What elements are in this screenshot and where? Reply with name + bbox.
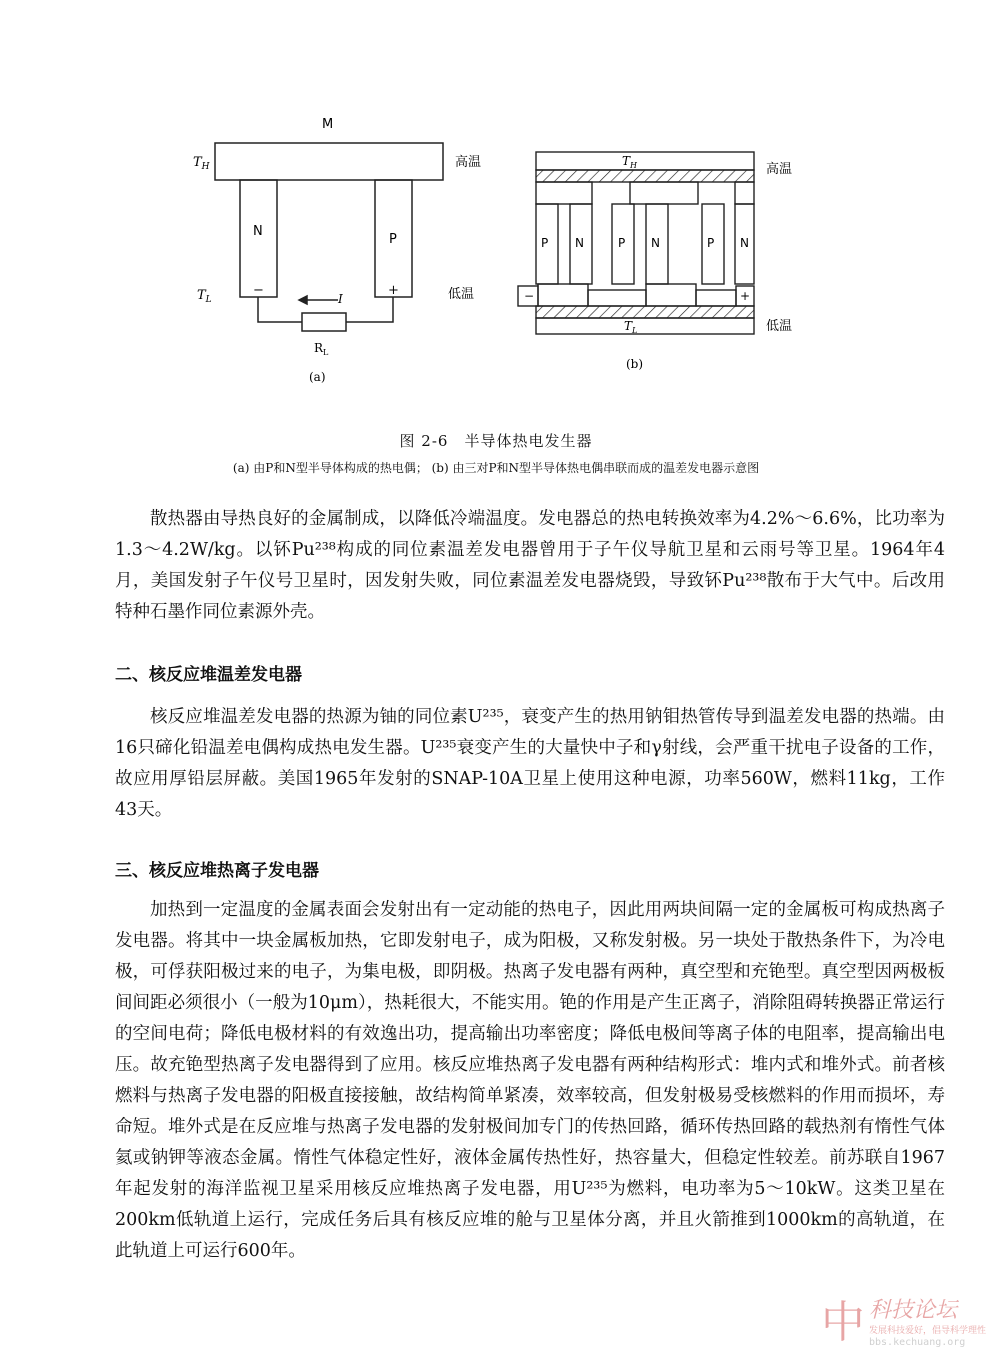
paragraph-1: 散热器由导热良好的金属制成，以降低冷端温度。发电器总的热电转换效率为4.2%～6.6%，比功率为1.3～4.2W/kg。以钚Pu²³⁸构成的同位素温差发电器曾用于子午仪导航卫星和云雨号等卫星。1964年4月，美国发射子午仪号卫星时，因发射失败，同位素温差发电器烧毁，导致钚Pu²³⁸散布于大气中。后改用特种石墨作同位素源外壳。	[115, 509, 945, 622]
label-current: I	[338, 292, 343, 306]
label-m: M	[322, 117, 334, 132]
label-tl-b: $T_L$	[624, 319, 638, 335]
watermark-name: 科技论坛	[869, 1298, 958, 1323]
plus-b: +	[740, 289, 751, 303]
current-arrow-head	[299, 296, 307, 304]
label-hot-b: 高温	[766, 162, 793, 177]
figure-2-6	[0, 0, 992, 420]
wire-left	[258, 297, 302, 322]
panel-b	[518, 152, 754, 334]
watermark-logo-icon: 中	[821, 1297, 865, 1348]
watermark-url: bbs.kechuang.org	[869, 1337, 966, 1348]
label-cold-b: 低温	[766, 319, 793, 334]
paragraph-3: 加热到一定温度的金属表面会发射出有一定动能的热电子，因此用两块间隔一定的金属板可构成热离子发电器。将其中一块金属板加热，它即发射电子，成为阳极，又称发射极。另一块处于散热条件下，为冷电极，可俘获阳极过来的电子，为集电极，即阴极。热离子发电器有两种，真空型和充铯型。真空型因两极板间间距必须很小（一般为10μm），热耗很大，不能实用。铯的作用是产生正离子，消除阻碍转换器正常运行的空间电荷；降低电极材料的有效逸出功，提高输出功率密度；降低电极间等离子体的电阻率，提高输出电压。故充铯型热离子发电器得到了应用。核反应堆热离子发电器有两种结构形式：堆内式和堆外式。前者核燃料与热离子发电器的阳极直接接触，故结构简单紧凑，效率较高，但发射极易受核燃料的作用而损坏，寿命短。堆外式是在反应堆与热离子发电器的发射极间加专门的传热回路，循环传热回路的载热剂有惰性气体氦或钠钾等液态金属。惰性气体稳定性好，液体金属传热性好，热容量大，但稳定性较差。前苏联自1967年起发射的海洋监视卫星采用核反应堆热离子发电器，用U²³⁵为燃料，电功率为5～10kW。这类卫星在200km低轨道上运行，完成任务后具有核反应堆的舱与卫星体分离，并且火箭推到1000km的高轨道，在此轨道上可运行600年。	[115, 900, 945, 1261]
panel-label-a: (a)	[309, 370, 326, 384]
label-leg-2: N	[575, 236, 584, 250]
label-th-b: $T_H$	[622, 154, 637, 170]
watermark	[821, 1289, 986, 1359]
cold-plate-b	[536, 318, 754, 334]
label-th-a: $T_H$	[193, 155, 210, 172]
label-n-a: N	[253, 224, 263, 239]
panel-a	[215, 143, 443, 331]
figure-caption-title: 图 2-6 半导体热电发生器	[399, 432, 593, 450]
wire-right	[346, 297, 393, 322]
section-heading-3: 三、核反应堆热离子发电器	[115, 861, 319, 881]
cold-insulator-b	[536, 306, 754, 318]
label-rl: $R_L$	[314, 341, 329, 357]
minus-a: −	[253, 283, 264, 298]
label-tl-a: $T_L$	[197, 288, 212, 305]
minus-b: −	[524, 289, 535, 303]
hot-plate-a	[215, 143, 443, 180]
label-hot-a: 高温	[455, 155, 482, 170]
label-leg-1: P	[541, 236, 549, 250]
label-leg-5: P	[707, 236, 715, 250]
section-heading-2: 二、核反应堆温差发电器	[115, 665, 302, 685]
watermark-slogan: 发展科技爱好，倡导科学理性	[869, 1326, 987, 1336]
label-leg-4: N	[651, 236, 660, 250]
figure-caption-subtitle: (a) 由P和N型半导体构成的热电偶； (b) 由三对P和N型半导体热电偶串联而成的温差发电器示意图	[232, 461, 760, 475]
label-leg-3: P	[618, 236, 626, 250]
label-p-a: P	[389, 232, 397, 247]
plus-a: +	[388, 283, 399, 298]
load-resistor	[302, 313, 346, 331]
label-cold-a: 低温	[448, 287, 475, 302]
hot-insulator-b	[536, 170, 754, 182]
label-leg-6: N	[740, 236, 749, 250]
panel-label-b: (b)	[626, 357, 644, 371]
hot-plate-b	[536, 152, 754, 170]
paragraph-2: 核反应堆温差发电器的热源为铀的同位素U²³⁵，衰变产生的热用钠钼热管传导到温差发电器的热端。由16只碲化铅温差电偶构成热电发生器。U²³⁵衰变产生的大量快中子和γ射线，会严重干扰电子设备的工作，故应用厚铅层屏蔽。美国1965年发射的SNAP-10A卫星上使用这种电源，功率560W，燃料11kg，工作43天。	[115, 707, 945, 820]
